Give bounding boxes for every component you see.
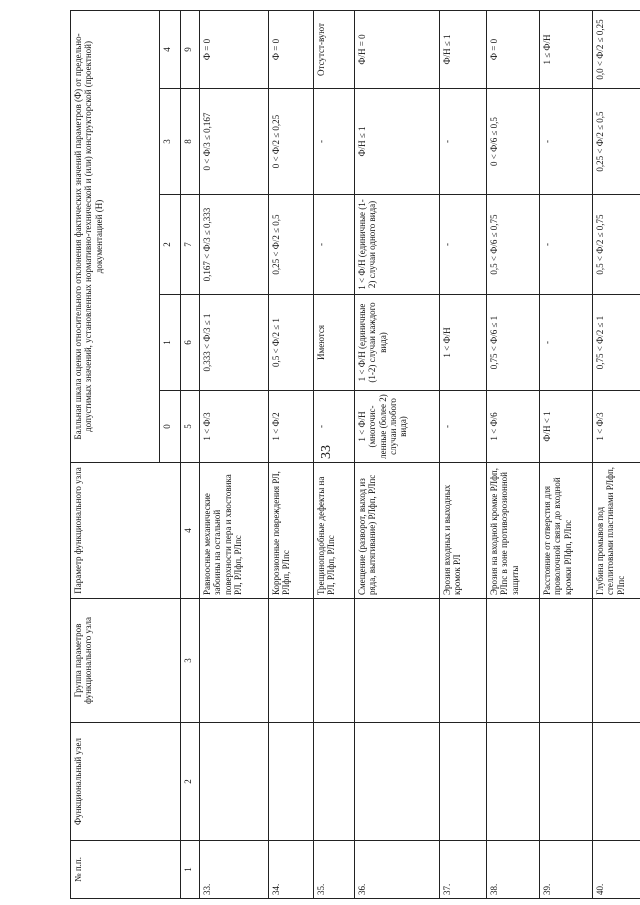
score-1-value: 0,333 < Ф/3 ≤ 1	[200, 295, 269, 391]
functional-unit	[540, 723, 593, 841]
functional-unit	[355, 723, 440, 841]
col-index: 5	[181, 391, 200, 463]
table-row	[269, 10, 314, 898]
parameter-group	[540, 599, 593, 723]
score-3-value: 0 < Ф/2 ≤ 0,25	[269, 89, 314, 195]
score-2-value: -	[440, 195, 487, 295]
parameter-group	[440, 599, 487, 723]
table-row	[440, 10, 487, 898]
score-2-value: -	[540, 195, 593, 295]
col-index: 9	[181, 10, 200, 88]
functional-unit	[593, 723, 640, 841]
column-index-row	[181, 10, 200, 898]
score-1-value: 0,5 < Ф/2 ≤ 1	[269, 295, 314, 391]
score-2-value: 0,5 < Ф/2 ≤ 0,75	[593, 195, 640, 295]
score-2-value: -	[314, 195, 355, 295]
parameter-group	[487, 599, 540, 723]
score-4-value: Отсутст-вуют	[314, 10, 355, 88]
row-number: 36.	[355, 841, 440, 899]
parameter-name: Расстояние от отверстия для проволочной связи до входной кромки РЛфп, РЛпс	[540, 463, 593, 599]
functional-unit	[314, 723, 355, 841]
col-index: 3	[181, 599, 200, 723]
score-4-value: Ф = 0	[487, 10, 540, 88]
functional-unit	[487, 723, 540, 841]
score-0-value: 1 < Ф/6	[487, 391, 540, 463]
score-1-value: -	[540, 295, 593, 391]
score-3-value: 0 < Ф/6 ≤ 0,5	[487, 89, 540, 195]
score-3-value: 0,25 < Ф/2 ≤ 0,5	[593, 89, 640, 195]
header-row	[71, 10, 160, 898]
col-index: 8	[181, 89, 200, 195]
parameter-name: Эрозия на входной кромке РЛфп, РЛпс в зоне противоэрозионной защиты	[487, 463, 540, 599]
table-row	[355, 10, 440, 898]
col-index: 6	[181, 295, 200, 391]
score-4-value: 1 ≤ Ф/Н	[540, 10, 593, 88]
score-4-value: 0,0 < Ф/2 ≤ 0,25	[593, 10, 640, 88]
table-row	[200, 10, 269, 898]
header-scale: Балльная шкала оценки относительного отклонения фактических значений параметров (Ф) от предельно-допустимых значений, установленных нормативно-технической и (или) конструкторской (проектной) документацией (Н)	[71, 10, 160, 462]
col-index: 2	[181, 723, 200, 841]
row-number: 39.	[540, 841, 593, 899]
score-0-value: Ф/Н < 1	[540, 391, 593, 463]
functional-unit	[440, 723, 487, 841]
score-0-value: -	[440, 391, 487, 463]
score-3-value: -	[540, 89, 593, 195]
score-2-value: 0,167 < Ф/3 ≤ 0,333	[200, 195, 269, 295]
score-0-value: 1 < Ф/2	[269, 391, 314, 463]
row-number: 37.	[440, 841, 487, 899]
parameter-group	[355, 599, 440, 723]
row-number: 40.	[593, 841, 640, 899]
score-1: 1	[160, 295, 181, 391]
parameter-name: Глубина промывов под стеллитовыми пластинами РЛфп, РЛпс	[593, 463, 640, 599]
score-0-value: 1 < Ф/3	[200, 391, 269, 463]
parameter-group	[269, 599, 314, 723]
score-table	[70, 10, 640, 899]
row-number: 33.	[200, 841, 269, 899]
score-1-value: 1 < Ф/Н	[440, 295, 487, 391]
row-number: 34.	[269, 841, 314, 899]
parameter-name: Трещиноподобные дефекты на РЛ, РЛфп, РЛпс	[314, 463, 355, 599]
functional-unit	[269, 723, 314, 841]
parameter-group	[314, 599, 355, 723]
score-1-value: 0,75 < Ф/6 ≤ 1	[487, 295, 540, 391]
score-0-value: 1 < Ф/Н (многочис-ленные (более 2) случаи любого вида)	[355, 391, 440, 463]
score-4-value: Ф/Н = 0	[355, 10, 440, 88]
parameter-name: Равноосные механические забоины на остальной поверхности пера и хвостовика РЛ, РЛфп, РЛпс	[200, 463, 269, 599]
score-1-value: 1 < Ф/Н (единичные (1-2) случаи каждого вида)	[355, 295, 440, 391]
table-row	[540, 10, 593, 898]
rotated-table-wrapper	[70, 11, 640, 899]
score-3: 3	[160, 89, 181, 195]
header-param: Параметр функционального узла	[71, 463, 181, 599]
score-2-value: 0,25 < Ф/2 ≤ 0,5	[269, 195, 314, 295]
row-number: 35.	[314, 841, 355, 899]
score-0: 0	[160, 391, 181, 463]
parameter-name: Эрозия входных и выходных кромок РЛ	[440, 463, 487, 599]
parameter-group	[593, 599, 640, 723]
score-2-value: 1 < Ф/Н (единичные (1-2) случаи одного вида)	[355, 195, 440, 295]
table-row	[314, 10, 355, 898]
score-0-value: 1 < Ф/3	[593, 391, 640, 463]
score-4: 4	[160, 10, 181, 88]
parameter-name: Коррозионные повреждения РЛ, РЛфп, РЛпс	[269, 463, 314, 599]
parameter-name: Смещение (разворот, выход из ряда, вытягивание) РЛфп, РЛпс	[355, 463, 440, 599]
table-row	[487, 10, 540, 898]
header-num: № п.п.	[71, 841, 181, 899]
col-index: 1	[181, 841, 200, 899]
header-unit: Функциональный узел	[71, 723, 181, 841]
score-0-value: -	[314, 391, 355, 463]
parameter-group	[200, 599, 269, 723]
col-index: 7	[181, 195, 200, 295]
row-number: 38.	[487, 841, 540, 899]
header-group: Группа параметров функционального узла	[71, 599, 181, 723]
score-4-value: Ф = 0	[269, 10, 314, 88]
score-2: 2	[160, 195, 181, 295]
score-1-value: 0,75 < Ф/2 ≤ 1	[593, 295, 640, 391]
score-4-value: Ф/Н ≤ 1	[440, 10, 487, 88]
col-index: 4	[181, 463, 200, 599]
functional-unit	[200, 723, 269, 841]
score-3-value: -	[440, 89, 487, 195]
score-3-value: -	[314, 89, 355, 195]
score-1-value: Имеются	[314, 295, 355, 391]
score-3-value: Ф/Н ≤ 1	[355, 89, 440, 195]
score-3-value: 0 < Ф/3 ≤ 0,167	[200, 89, 269, 195]
page-number: 33	[319, 445, 334, 459]
table-row	[593, 10, 640, 898]
score-4-value: Ф = 0	[200, 10, 269, 88]
score-2-value: 0,5 < Ф/6 ≤ 0,75	[487, 195, 540, 295]
